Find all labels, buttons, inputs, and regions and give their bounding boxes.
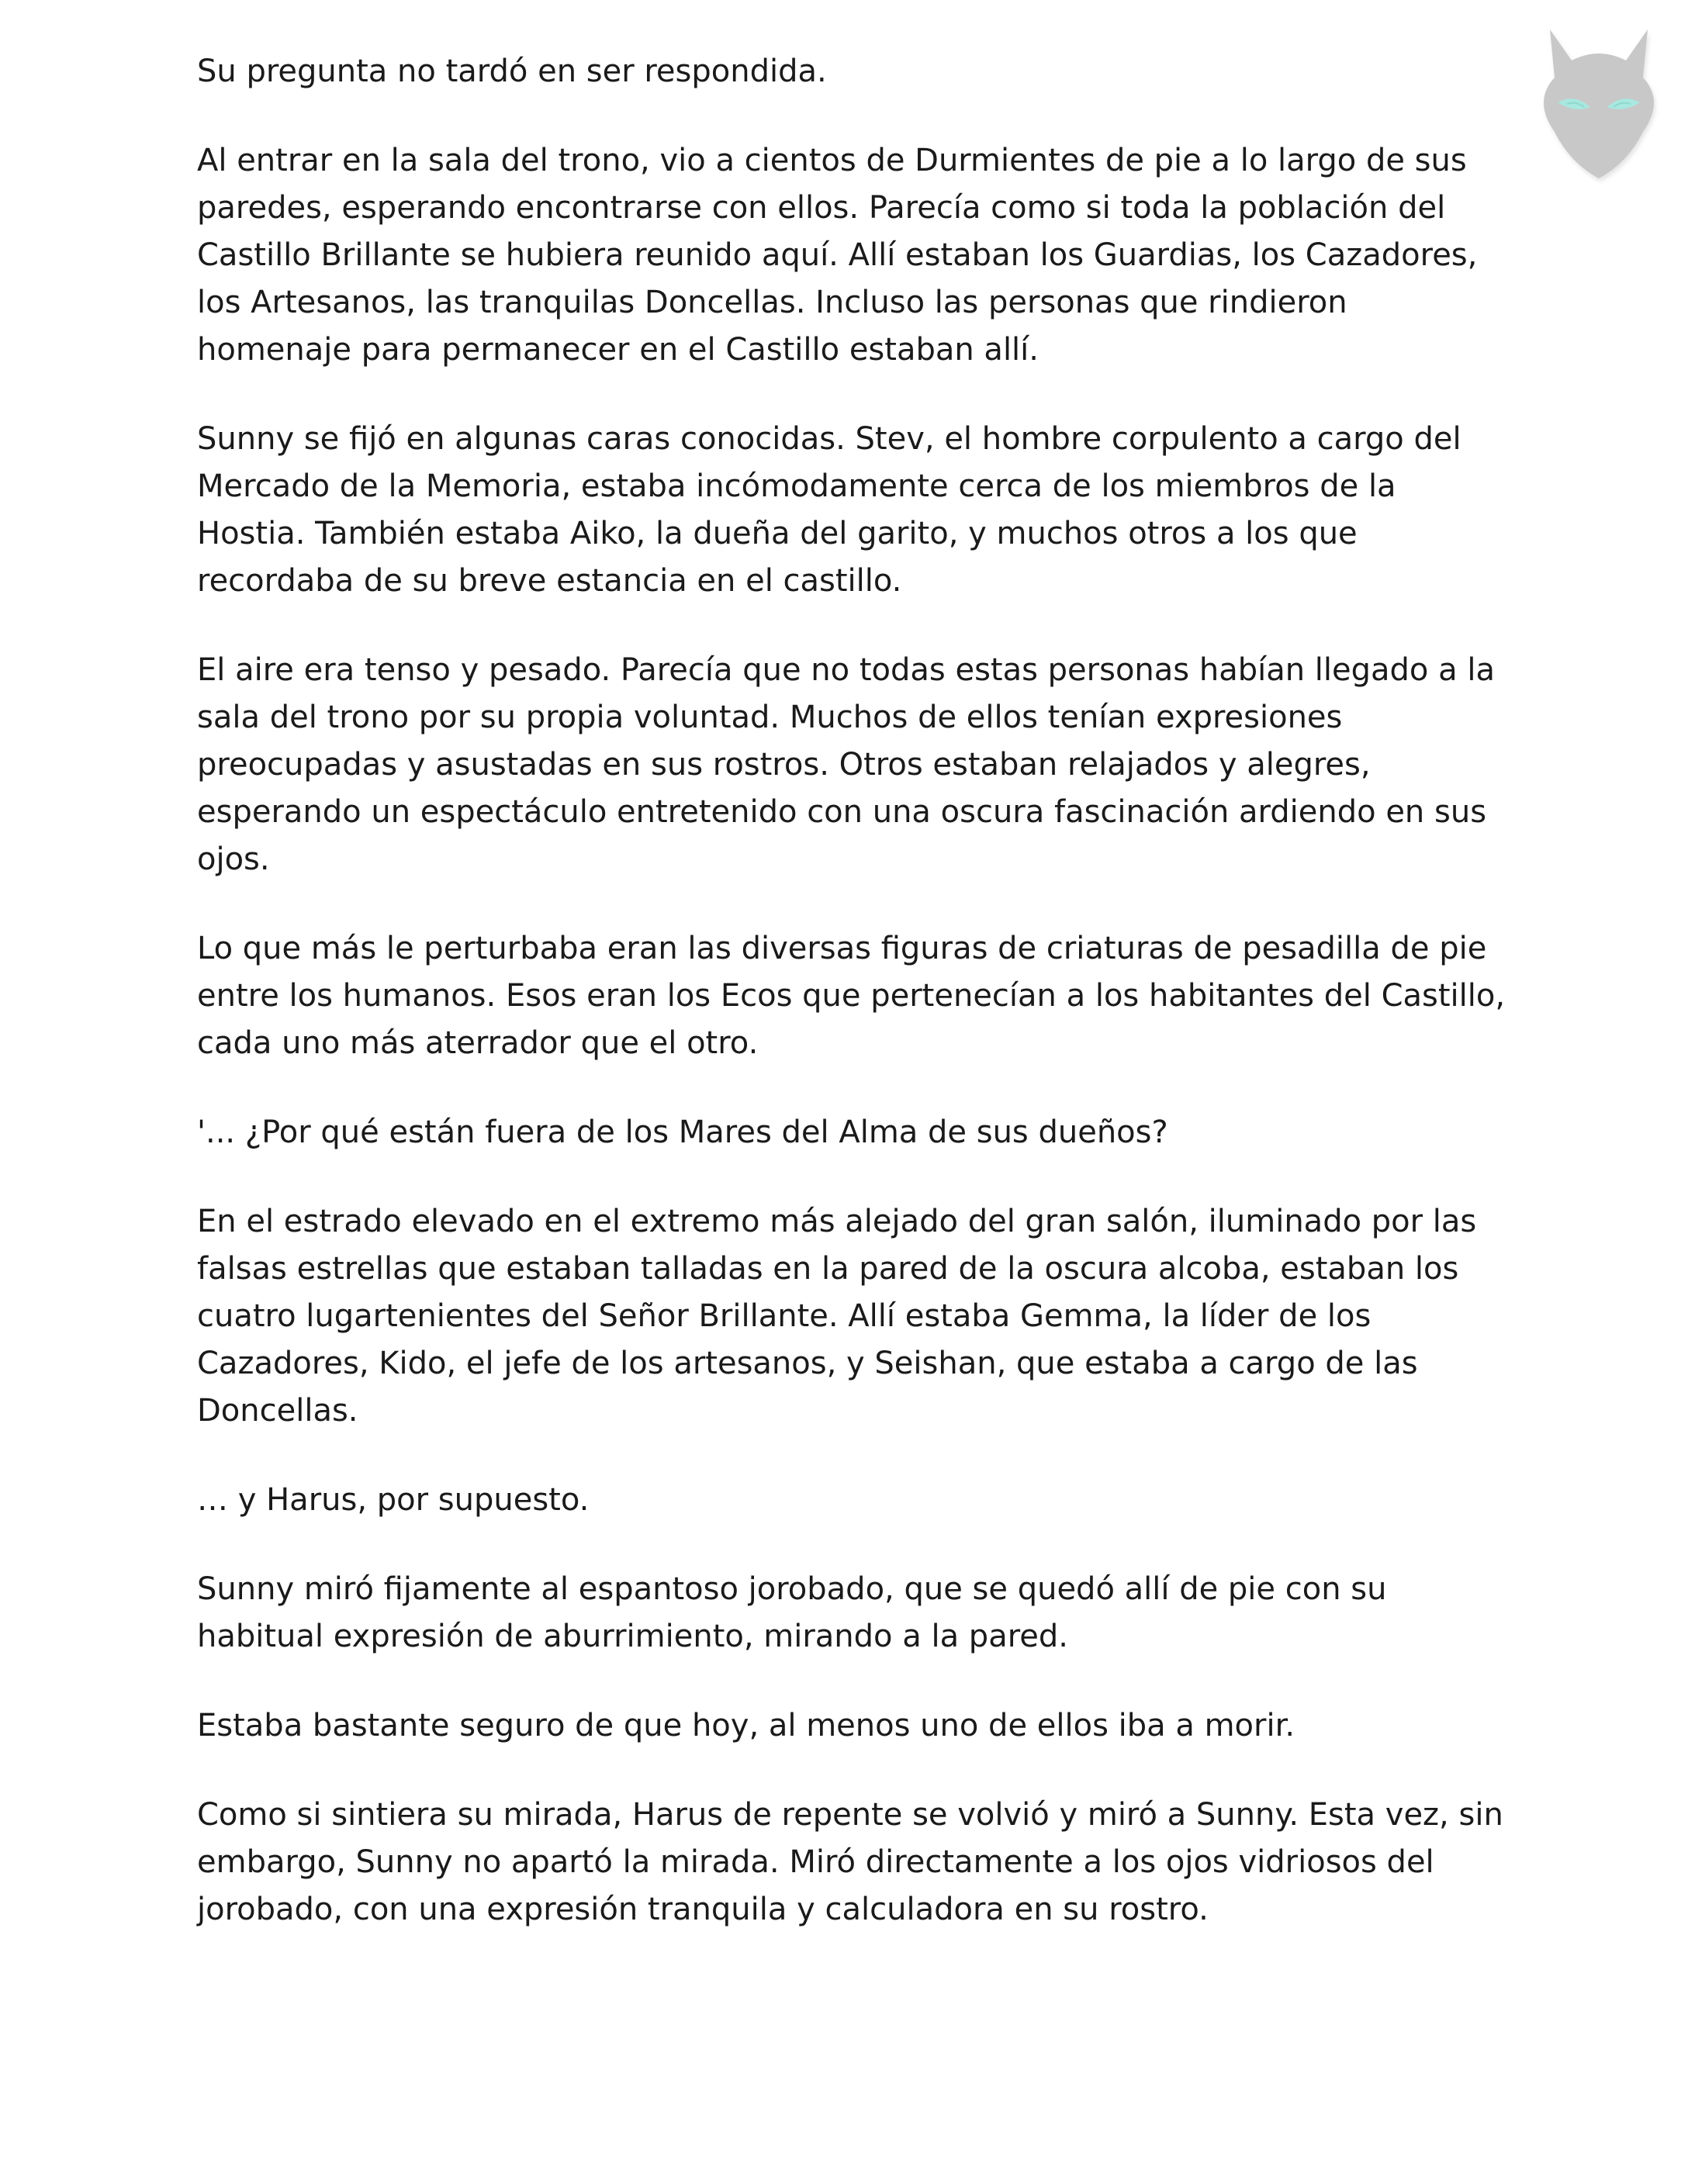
paragraph-10: Estaba bastante seguro de que hoy, al menos uno de ellos iba a morir. [197, 1708, 1295, 1743]
paragraph-5: Lo que más le perturbaba eran las diversas figuras de criaturas de pesadilla de pie entre los humanos. Esos eran los Ecos que pertenecían a los habitantes del Castillo, cada uno más aterrador que el otro. [197, 931, 1506, 1061]
paragraph-1: Su pregunta no tardó en ser respondida. [197, 54, 827, 89]
paragraph-8: … y Harus, por supuesto. [197, 1482, 590, 1518]
paragraph-7: En el estrado elevado en el extremo más alejado del gran salón, iluminado por las falsas estrellas que estaban talladas en la pared de la oscura alcoba, estaban los cuatro lugartenientes del Señor Brillante. Allí estaba Gemma, la líder de los Cazadores, Kido, el jefe de los artesanos, y Seishan, que estaba a cargo de las Doncellas. [197, 1204, 1477, 1429]
document-body [197, 48, 1508, 1975]
paragraph-3: Sunny se fijó en algunas caras conocidas. Stev, el hombre corpulento a cargo del Mercado de la Memoria, estaba incómodamente cerca de los miembros de la Hostia. También estaba Aiko, la dueña del garito, y muchos otros a los que recordaba de su breve estancia en el castillo. [197, 421, 1461, 599]
demon-head-icon [1527, 16, 1671, 186]
paragraph-6: '... ¿Por qué están fuera de los Mares del Alma de sus dueños? [197, 1114, 1168, 1150]
paragraph-9: Sunny miró fijamente al espantoso jorobado, que se quedó allí de pie con su habitual expresión de aburrimiento, mirando a la pared. [197, 1571, 1387, 1654]
paragraph-4: El aire era tenso y pesado. Parecía que no todas estas personas habían llegado a la sala del trono por su propia voluntad. Muchos de ellos tenían expresiones preocupadas y asustadas en sus rostros. Otros estaban relajados y alegres, esperando un espectáculo entretenido con una oscura fascinación ardiendo en sus ojos. [197, 652, 1495, 877]
paragraph-2: Al entrar en la sala del trono, vio a cientos de Durmientes de pie a lo largo de sus paredes, esperando encontrarse con ellos. Parecía como si toda la población del Castillo Brillante se hubiera reunido aquí. Allí estaban los Guardias, los Cazadores, los Artesanos, las tranquilas Doncellas. Incluso las personas que rindieron homenaje para permanecer en el Castillo estaban allí. [197, 143, 1478, 368]
paragraph-11: Como si sintiera su mirada, Harus de repente se volvió y miró a Sunny. Esta vez, sin embargo, Sunny no apartó la mirada. Miró directamente a los ojos vidriosos del jorobado, con una expresión tranquila y calculadora en su rostro. [197, 1797, 1503, 1927]
